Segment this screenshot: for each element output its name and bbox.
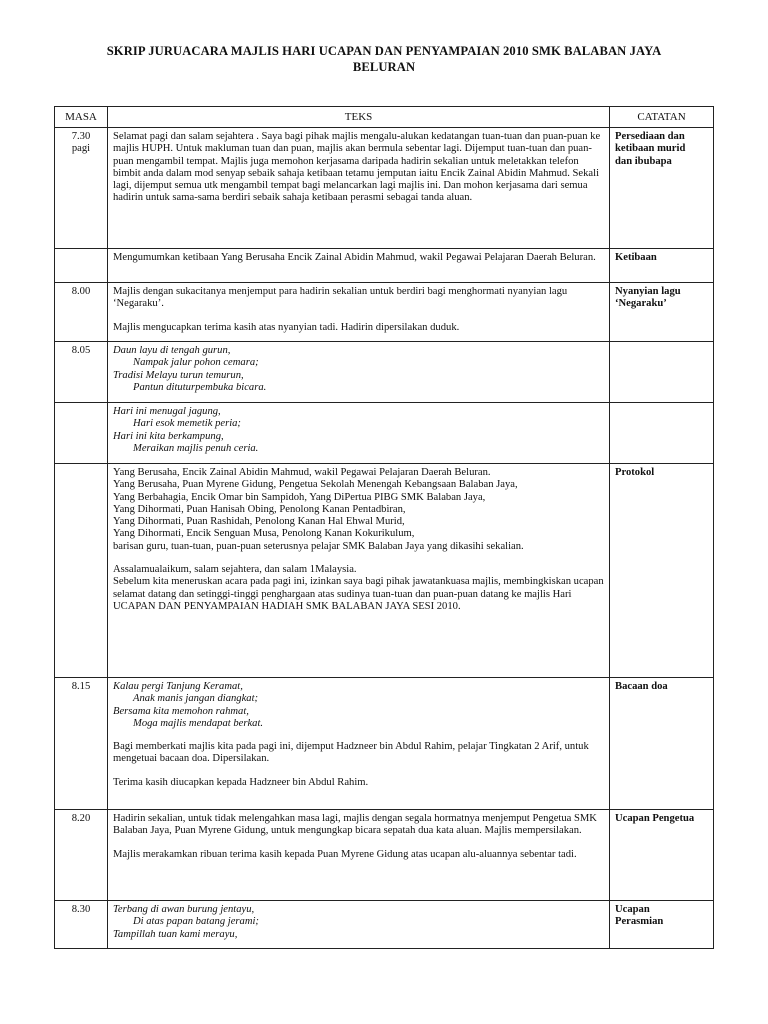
masa-cell: [55, 128, 108, 249]
table-row: [55, 464, 714, 678]
table-row: [55, 403, 714, 464]
teks-cell: [108, 128, 610, 249]
pantun-line: Tradisi Melayu turun temurun,: [113, 369, 244, 381]
catatan-cell: [610, 810, 714, 901]
teks-paragraph: Terima kasih diucapkan kepada Hadzneer bin Abdul Rahim.: [113, 776, 369, 788]
teks-paragraph: Bagi memberkati majlis kita pada pagi ini, dijemput Hadzneer bin Abdul Rahim, pelajar Tingkatan 2 Arif, untuk mengetuai bacaan doa. Dipersilakan.: [113, 741, 589, 765]
masa-cell: [55, 464, 108, 678]
catatan-text: Protokol: [615, 467, 655, 478]
catatan-cell: [610, 464, 714, 678]
masa-text: 8.15: [71, 681, 91, 692]
pantun-line: Moga majlis mendapat berkat.: [133, 717, 264, 729]
teks-paragraph: Majlis dengan sukacitanya menjemput para hadirin sekalian untuk berdiri bagi menghormati nyanyian lagu ‘Negaraku’.: [113, 286, 568, 310]
pantun-line: Pantun dituturpembuka bicara.: [133, 381, 267, 393]
pantun-block: [113, 681, 604, 730]
table-row: [55, 283, 714, 342]
pantun-line: Hari ini menugal jagung,: [113, 406, 221, 417]
title-line-1: SKRIP JURUACARA MAJLIS HARI UCAPAN DAN PENYAMPAIAN 2010 SMK BALABAN JAYA: [106, 44, 662, 58]
pantun-line: Nampak jalur pohon cemara;: [133, 357, 259, 369]
teks-cell: [108, 464, 610, 678]
teks-cell: [108, 283, 610, 342]
catatan-cell: [610, 678, 714, 810]
teks-paragraph: Selamat pagi dan salam sejahtera . Saya bagi pihak majlis mengalu-alukan kedatangan tuan-tuan dan puan-puan ke majlis HUPH. Untuk makluman tuan dan puan, majlis akan bermula sebentar lagi. Dijemput tuan-tuan dan puan-puan mengambil tempat. Majlis juga memohon kerjasama daripada hadirin sekalian untuk meletakkan telefon bimbit anda dalam mod senyap sebaik sahaja ketibaan tetamu jemputan iaitu Encik Zainal Abidin Mahmud. Sekali lagi, dijemput semua utk mengambil tempat bagi melancarkan lagi majlis ini. Dan mohon kerjasama dari semua hadirin untuk sama-sama berdiri sebaik sahaja ketibaan perasmi sebagai tanda aluan.: [113, 131, 601, 204]
table-row: [55, 342, 714, 403]
masa-text: 8.30: [71, 904, 91, 915]
pantun-cell: [108, 403, 610, 464]
catatan-cell: [610, 403, 714, 464]
teks-paragraph: Mengumumkan ketibaan Yang Berusaha Encik Zainal Abidin Mahmud, wakil Pegawai Pelajaran Daerah Beluran.: [113, 252, 596, 263]
catatan-cell: [610, 128, 714, 249]
masa-cell: [55, 403, 108, 464]
catatan-text: Ketibaan: [615, 252, 657, 263]
masa-text: 7.30 pagi: [71, 131, 91, 155]
catatan-cell: [610, 342, 714, 403]
table-row: [55, 678, 714, 810]
catatan-cell: [610, 283, 714, 342]
masa-cell: [55, 810, 108, 901]
pantun-line: Hari ini kita berkampung,: [113, 430, 224, 442]
header-masa: MASA: [55, 107, 108, 128]
pantun-line: Di atas papan batang jerami;: [133, 916, 259, 928]
pantun-line: Terbang di awan burung jentayu,: [113, 904, 255, 915]
header-catatan: CATATAN: [610, 107, 714, 128]
masa-cell: [55, 901, 108, 949]
teks-paragraph: Majlis mengucapkan terima kasih atas nyanyian tadi. Hadirin dipersilakan duduk.: [113, 321, 460, 333]
pantun-cell: [108, 342, 610, 403]
masa-cell: [55, 249, 108, 283]
pantun-line: Bersama kita memohon rahmat,: [113, 705, 249, 717]
masa-text: 8.00: [71, 286, 91, 297]
pantun-line: Kalau pergi Tanjung Keramat,: [113, 681, 243, 692]
page-title: [40, 43, 728, 75]
pantun-cell: [108, 901, 610, 949]
teks-cell: [108, 249, 610, 283]
pantun-line: Meraikan majlis penuh ceria.: [133, 442, 259, 454]
masa-text: 8.05: [71, 345, 91, 356]
table-row: [55, 128, 714, 249]
pantun-line: Hari esok memetik peria;: [133, 418, 241, 430]
pantun-line: Anak manis jangan diangkat;: [133, 693, 259, 705]
masa-cell: [55, 342, 108, 403]
teks-paragraph: Hadirin sekalian, untuk tidak melengahkan masa lagi, majlis dengan segala hormatnya menjemput Pengetua SMK Balaban Jaya, Puan Myrene Gidung, untuk mengungkap bicara sepatah dua kata aluan. Majlis mempersilakan.: [113, 813, 597, 837]
catatan-text: Bacaan doa: [615, 681, 668, 692]
catatan-text: Ucapan Perasmian: [615, 904, 664, 928]
teks-paragraph: Assalamualaikum, salam sejahtera, dan salam 1Malaysia. Sebelum kita meneruskan acara pada pagi ini, izinkan saya bagi pihak jawatankuasa majlis, membingkiskan ucapan selamat datang dan setinggi-tinggi penghargaan atas sudinya tuan-tuan dan puan-puan datang ke majlis Hari UCAPAN DAN PENYAMPAIAN HADIAH SMK BALABAN JAYA SESI 2010.: [113, 564, 604, 612]
masa-cell: [55, 283, 108, 342]
catatan-text: Ucapan Pengetua: [615, 813, 695, 824]
pantun-line: Tampillah tuan kami merayu,: [113, 928, 238, 940]
masa-text: 8.20: [71, 813, 91, 824]
teks-paragraph: Majlis merakamkan ribuan terima kasih kepada Puan Myrene Gidung atas ucapan alu-aluannya sebentar tadi.: [113, 848, 577, 860]
catatan-text: Persediaan dan ketibaan murid dan ibubapa: [615, 131, 686, 167]
teks-cell: [108, 678, 610, 810]
teks-paragraph: Yang Berusaha, Encik Zainal Abidin Mahmud, wakil Pegawai Pelajaran Daerah Beluran. Yang Berusaha, Puan Myrene Gidung, Pengetua Sekolah Menengah Kebangsaan Balaban Jaya, Yang Berbahagia, Encik Omar bin Sampidoh, Yang DiPertua PIBG SMK Balaban Jaya, Yang Dihormati, Puan Hanisah Obing, Penolong Kanan Pentadbiran, Yang Dihormati, Puan Rashidah, Penolong Kanan Hal Ehwal Murid, Yang Dihormati, Encik Senguan Musa, Penolong Kanan Kokurikulum, barisan guru, tuan-tuan, puan-puan seterusnya pelajar SMK Balaban Jaya yang dikasihi sekalian.: [113, 467, 524, 552]
pantun-line: Daun layu di tengah gurun,: [113, 345, 231, 356]
catatan-cell: [610, 249, 714, 283]
catatan-text: Nyanyian lagu ‘Negaraku’: [615, 286, 681, 310]
catatan-cell: [610, 901, 714, 949]
header-teks: TEKS: [108, 107, 610, 128]
teks-cell: [108, 810, 610, 901]
title-line-2: BELURAN: [352, 60, 416, 74]
table-row: [55, 249, 714, 283]
table-row: [55, 810, 714, 901]
masa-cell: [55, 678, 108, 810]
table-row: [55, 901, 714, 949]
script-table: [54, 106, 714, 949]
table-header-row: [55, 107, 714, 128]
